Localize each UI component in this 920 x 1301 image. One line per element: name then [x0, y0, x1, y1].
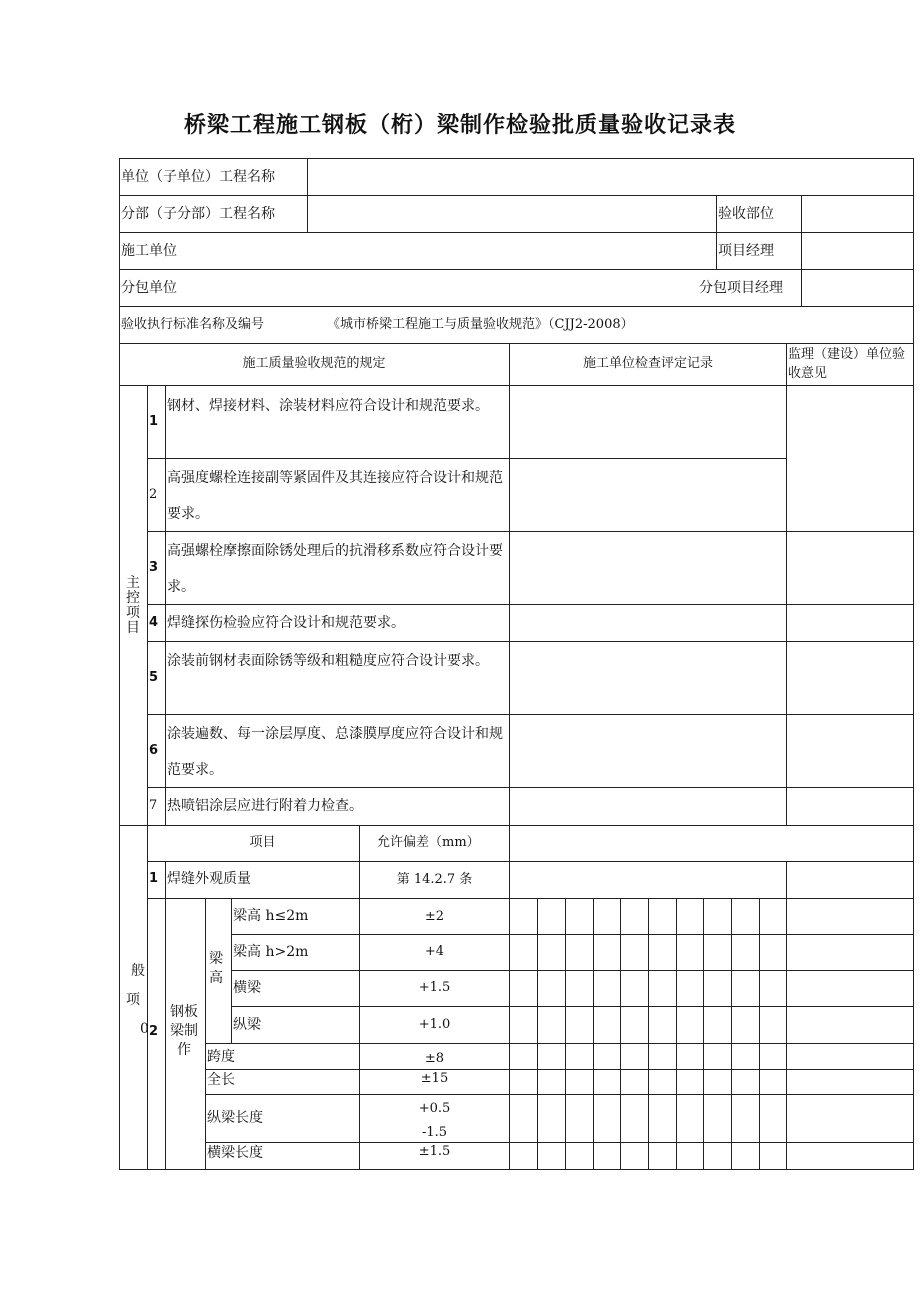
steel-beam-group: 钢板梁制作	[170, 1004, 198, 1058]
table-rule	[205, 1043, 914, 1044]
table-rule	[620, 898, 621, 1170]
spec-column-header: 施工质量验收规范的规定	[242, 356, 386, 371]
table-rule	[147, 898, 914, 899]
main-item-text: 高强度螺栓连接副等紧固件及其连接应符合设计和规范要求。	[167, 470, 503, 522]
general-label-3: 0	[140, 1021, 149, 1037]
table-rule	[119, 232, 914, 233]
row-tolerance: ±1.5	[418, 1144, 451, 1159]
main-item-text: 热喷铝涂层应进行附着力检查。	[167, 798, 363, 814]
table-rule	[307, 158, 308, 232]
table-rule	[537, 898, 538, 1170]
page-title: 桥梁工程施工钢板（桁）梁制作检验批质量验收记录表	[183, 113, 736, 138]
row-tolerance: ±15	[420, 1071, 449, 1086]
item-number: 3	[149, 560, 159, 575]
table-rule	[786, 861, 787, 1170]
table-rule	[119, 825, 914, 826]
main-item-text: 涂装前钢材表面除锈等级和粗糙度应符合设计要求。	[167, 653, 489, 669]
table-rule	[119, 385, 914, 386]
table-rule	[119, 306, 914, 307]
standard-label: 验收执行标准名称及编号	[121, 317, 265, 332]
row-name: 纵梁	[233, 1017, 261, 1033]
table-rule	[119, 269, 914, 270]
table-rule	[231, 1006, 914, 1007]
table-rule	[147, 385, 148, 1170]
project-manager-label: 项目经理	[718, 243, 774, 259]
item-number: 4	[149, 615, 159, 630]
row-tolerance: ±2	[424, 909, 445, 924]
row-tolerance: +1.0	[418, 1017, 451, 1032]
table-rule	[205, 1069, 914, 1070]
record-column-header: 施工单位检查评定记录	[582, 356, 713, 371]
table-rule	[565, 898, 566, 1170]
table-rule	[676, 898, 677, 1170]
project-name-label: 单位（子单位）工程名称	[121, 169, 275, 185]
main-item-text: 焊缝探伤检验应符合设计和规范要求。	[167, 615, 405, 631]
inspection-table	[119, 158, 914, 1170]
table-rule	[703, 898, 704, 1170]
subproject-label: 分部（子分部）工程名称	[121, 206, 275, 222]
supervision-column-header: 监理（建设）单位验收意见	[788, 347, 906, 381]
item-number: 1	[149, 414, 159, 429]
item-number: 6	[149, 743, 159, 758]
row-name: 横梁	[233, 980, 261, 996]
standard-value: 《城市桥梁工程施工与质量验收规范》（CJJ2-2008）	[327, 317, 634, 332]
row-tolerance: +1.5	[418, 980, 451, 995]
table-rule	[165, 385, 166, 825]
main-item-text: 涂装遍数、每一涂层厚度、总漆膜厚度应符合设计和规范要求。	[167, 726, 503, 778]
row-tolerance: +0.5	[418, 1101, 451, 1116]
item-header: 项目	[249, 835, 276, 850]
item-number: 7	[149, 798, 158, 813]
sub-project-manager-label: 分包项目经理	[699, 280, 783, 296]
main-item-text: 高强螺栓摩擦面除锈处理后的抗滑移系数应符合设计要求。	[167, 543, 503, 595]
table-rule	[801, 195, 802, 306]
beam-height-group: 梁高	[209, 951, 223, 986]
row-name: 梁高 h>2m	[233, 944, 309, 960]
table-rule	[731, 898, 732, 1170]
main-control-label: 主控项目	[126, 575, 140, 636]
table-rule	[119, 1169, 914, 1170]
row-name: 横梁长度	[207, 1145, 263, 1161]
general-label-1: 般	[131, 963, 145, 979]
row-tolerance: +4	[424, 944, 445, 959]
table-rule	[716, 195, 717, 269]
row-name: 纵梁长度	[207, 1110, 263, 1126]
row-name: 跨度	[207, 1049, 235, 1065]
table-rule	[165, 861, 166, 1170]
row-tolerance: ±8	[424, 1051, 445, 1066]
item-number: 2	[149, 1024, 159, 1039]
table-rule	[648, 898, 649, 1170]
table-rule	[147, 714, 914, 715]
tolerance-header: 允许偏差（mm）	[377, 835, 480, 850]
item-number: 1	[149, 871, 159, 886]
table-rule	[205, 1094, 914, 1095]
row-tolerance-lower: -1.5	[421, 1125, 448, 1140]
table-rule	[119, 195, 914, 196]
table-rule	[593, 898, 594, 1170]
row-name: 梁高 h≤2m	[233, 908, 309, 924]
table-rule	[231, 934, 914, 935]
table-rule	[147, 458, 787, 459]
general-item-name: 焊缝外观质量	[167, 871, 251, 887]
table-rule	[147, 641, 914, 642]
table-rule	[786, 343, 787, 825]
general-item-value: 第 14.2.7 条	[396, 872, 473, 887]
general-label-2: 项	[126, 992, 140, 1008]
subcontractor-label: 分包单位	[121, 280, 177, 296]
table-rule	[205, 1142, 914, 1143]
contractor-label: 施工单位	[121, 243, 177, 259]
table-rule	[119, 343, 914, 344]
main-item-text: 钢材、焊接材料、涂装材料应符合设计和规范要求。	[167, 398, 489, 414]
table-rule	[231, 970, 914, 971]
table-rule	[509, 825, 510, 1170]
table-rule	[147, 861, 914, 862]
table-rule	[913, 158, 914, 1170]
table-rule	[509, 343, 510, 825]
acceptance-part-label: 验收部位	[718, 206, 774, 222]
table-rule	[205, 898, 206, 1170]
table-rule	[759, 898, 760, 1170]
table-rule	[119, 158, 914, 159]
item-number: 2	[149, 487, 158, 502]
table-rule	[119, 158, 120, 1170]
row-name: 全长	[207, 1072, 235, 1088]
item-number: 5	[149, 670, 159, 685]
